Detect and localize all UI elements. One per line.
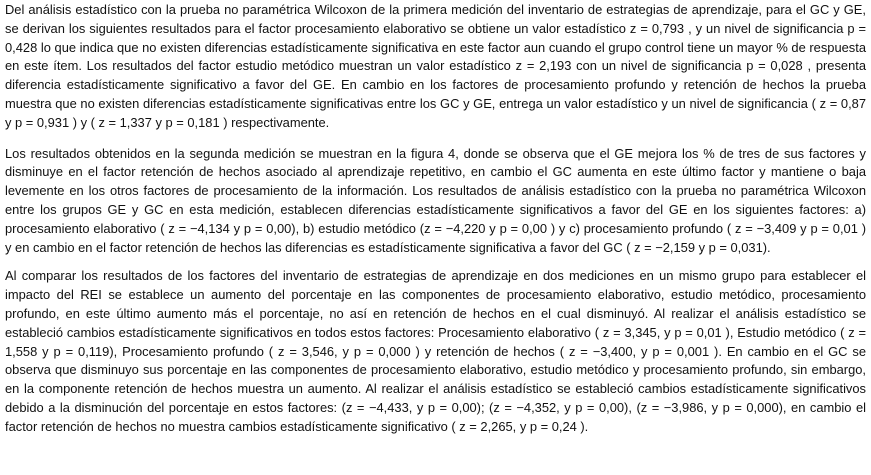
paragraph-comparison: Al comparar los resultados de los factores del inventario de estrategias de aprendizaje en dos mediciones en un mismo grupo para establecer el impacto del REI se establece un aumento del porcentaje en las componentes de procesamiento elaborativo, estudio metódico, procesamiento profundo, en este último aumento más el porcentaje, no así en retención de hechos en el cual disminuyó. Al realizar el análisis estadístico se estableció cambios estadísticamente significativos en todos estos factores: Procesamiento elaborativo ( z = 3,345, y p = 0,01 ), Estudio metódico ( z = 1,558 y p = 0,119), Procesamiento profundo ( z = 3,546, y p = 0,000 ) y retención de hechos ( z = −3,400, y p = 0,001 ). En cambio en el GC se observa que disminuyo sus porcentaje en las componentes de procesamiento elaborativo, estudio metódico y procesamiento profundo, sin embargo, en la componente retención de hechos muestra un aumento. Al realizar el análisis estadístico se estableció cambios estadísticamente significativos debido a la disminución del porcentaje en estos factores: (z = −4,433, y p = 0,00); (z = −4,352, y p = 0,00), (z = −3,986, y p = 0,000), en cambio el factor retención de hechos no muestra cambios estadísticamente significativo ( z = 2,265, y p = 0,24 ).: [5, 268, 866, 434]
paragraph-second-measurement: Los resultados obtenidos en la segunda medición se muestran en la figura 4, donde se observa que el GE mejora los % de tres de sus factores y disminuye en el factor retención de hechos asociado al aprendizaje repetitivo, en cambio el GC aumenta en este último factor y mantiene o baja levemente en los otros factores de procesamiento de la información. Los resultados de análisis estadístico con la prueba no paramétrica Wilcoxon entre los grupos GE y GC en esta medición, establecen diferencias estadísticamente significativos a favor del GE en los siguientes factores: a) procesamiento elaborativo ( z = −4,134 y p = 0,00), b) estudio metódico (z = −4,220 y p = 0,00 ) y c) procesamiento profundo ( z = −3,409 y p = 0,01 ) y en cambio en el factor retención de hechos las diferencias es estadísticamente significativa a favor del GC ( z = −2,159 y p = 0,031).: [5, 145, 866, 255]
paragraph-first-measurement: Del análisis estadístico con la prueba no paramétrica Wilcoxon de la primera medición del inventario de estrategias de aprendizaje, para el GC y GE, se derivan los siguientes resultados para el factor procesamiento elaborativo se obtiene un valor estadístico z = 0,793 , y un nivel de significancia p = 0,428 lo que indica que no existen diferencias estadísticamente significativa en este factor aun cuando el grupo control tiene un mayor % de respuesta en este ítem. Los resultados del factor estudio metódico muestran un valor estadístico z = 2,193 con un nivel de significancia p = 0,028 , presenta diferencia estadísticamente significativo a favor del GE. En cambio en los factores de procesamiento profundo y retención de hechos la prueba muestra que no existen diferencias estadísticamente significativas entre los GC y GE, entrega un valor estadístico y un nivel de significancia ( z = 0,87 y p = 0,931 ) y ( z = 1,337 y p = 0,181 ) respectivamente.: [5, 2, 866, 130]
